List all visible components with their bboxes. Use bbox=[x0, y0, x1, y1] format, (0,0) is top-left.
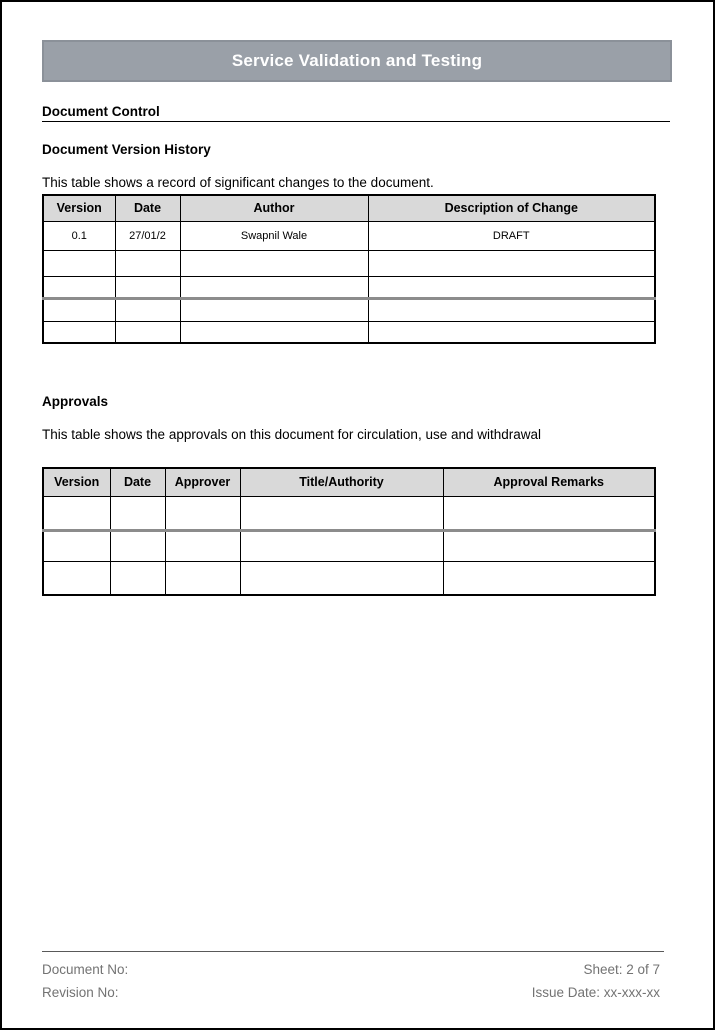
table-header-row bbox=[43, 195, 655, 221]
table-cell-description bbox=[368, 321, 655, 343]
table-cell-author bbox=[180, 250, 368, 276]
table-cell-date: 27/01/2 bbox=[115, 221, 180, 250]
version-history-table bbox=[42, 194, 656, 344]
table-cell-author bbox=[180, 298, 368, 321]
table-cell-version: 0.1 bbox=[43, 221, 115, 250]
table-cell-version bbox=[43, 321, 115, 343]
table-cell-title-authority bbox=[240, 561, 443, 595]
table-cell-date bbox=[115, 298, 180, 321]
column-header-version: Version bbox=[43, 468, 110, 496]
table-cell-author bbox=[180, 321, 368, 343]
table-header-row bbox=[43, 468, 655, 496]
table-cell-approver bbox=[165, 496, 240, 530]
table-row bbox=[43, 250, 655, 276]
table-cell-version bbox=[43, 561, 110, 595]
column-header-author: Author bbox=[180, 195, 368, 221]
column-header-version: Version bbox=[43, 195, 115, 221]
column-header-date: Date bbox=[115, 195, 180, 221]
table-cell-description: DRAFT bbox=[368, 221, 655, 250]
table-cell-version bbox=[43, 496, 110, 530]
table-cell-description bbox=[368, 298, 655, 321]
approvals-intro: This table shows the approvals on this document for circulation, use and withdrawal bbox=[42, 427, 542, 442]
issue-date-label: Issue Date: xx-xxx-xx bbox=[531, 985, 660, 1000]
table-cell-date bbox=[115, 276, 180, 298]
table-cell-author bbox=[180, 276, 368, 298]
table-cell-title-authority bbox=[240, 530, 443, 561]
table-cell-date bbox=[110, 496, 165, 530]
column-header-approver: Approver bbox=[165, 468, 240, 496]
table-cell-approver bbox=[165, 561, 240, 595]
table-cell-title-authority bbox=[240, 496, 443, 530]
table-cell-approver bbox=[165, 530, 240, 561]
table-row bbox=[43, 530, 655, 561]
section-heading-approvals: Approvals bbox=[42, 394, 109, 409]
title-banner bbox=[42, 40, 672, 82]
table-cell-approval-remarks bbox=[443, 496, 655, 530]
revision-no-label: Revision No: bbox=[42, 985, 119, 1000]
table-cell-version bbox=[43, 298, 115, 321]
sheet-label: Sheet: 2 of 7 bbox=[583, 962, 660, 977]
table-cell-date bbox=[110, 561, 165, 595]
footer-right bbox=[532, 958, 660, 1004]
table-cell-approval-remarks bbox=[443, 530, 655, 561]
version-history-intro: This table shows a record of significant changes to the document. bbox=[42, 175, 434, 190]
table-row bbox=[43, 298, 655, 321]
table-cell-approval-remarks bbox=[443, 561, 655, 595]
table-cell-version bbox=[43, 250, 115, 276]
table-cell-date bbox=[110, 530, 165, 561]
heading-rule bbox=[42, 121, 670, 122]
document-no-label: Document No: bbox=[42, 962, 129, 977]
table-row bbox=[43, 496, 655, 530]
document-title: Service Validation and Testing bbox=[231, 51, 483, 70]
table-cell-date bbox=[115, 321, 180, 343]
table-row bbox=[43, 276, 655, 298]
column-header-date: Date bbox=[110, 468, 165, 496]
footer-left bbox=[42, 958, 128, 1004]
footer-rule bbox=[42, 951, 664, 952]
table-cell-version bbox=[43, 276, 115, 298]
table-cell-author: Swapnil Wale bbox=[180, 221, 368, 250]
table-cell-description bbox=[368, 250, 655, 276]
table-row bbox=[43, 561, 655, 595]
section-heading-document-control: Document Control bbox=[42, 104, 160, 119]
section-heading-version-history: Document Version History bbox=[42, 142, 211, 157]
column-header-description: Description of Change bbox=[368, 195, 655, 221]
table-cell-version bbox=[43, 530, 110, 561]
column-header-approval-remarks: Approval Remarks bbox=[443, 468, 655, 496]
column-header-title-authority: Title/Authority bbox=[240, 468, 443, 496]
table-row bbox=[43, 221, 655, 250]
table-cell-date bbox=[115, 250, 180, 276]
approvals-table bbox=[42, 467, 656, 596]
table-cell-description bbox=[368, 276, 655, 298]
table-row bbox=[43, 321, 655, 343]
